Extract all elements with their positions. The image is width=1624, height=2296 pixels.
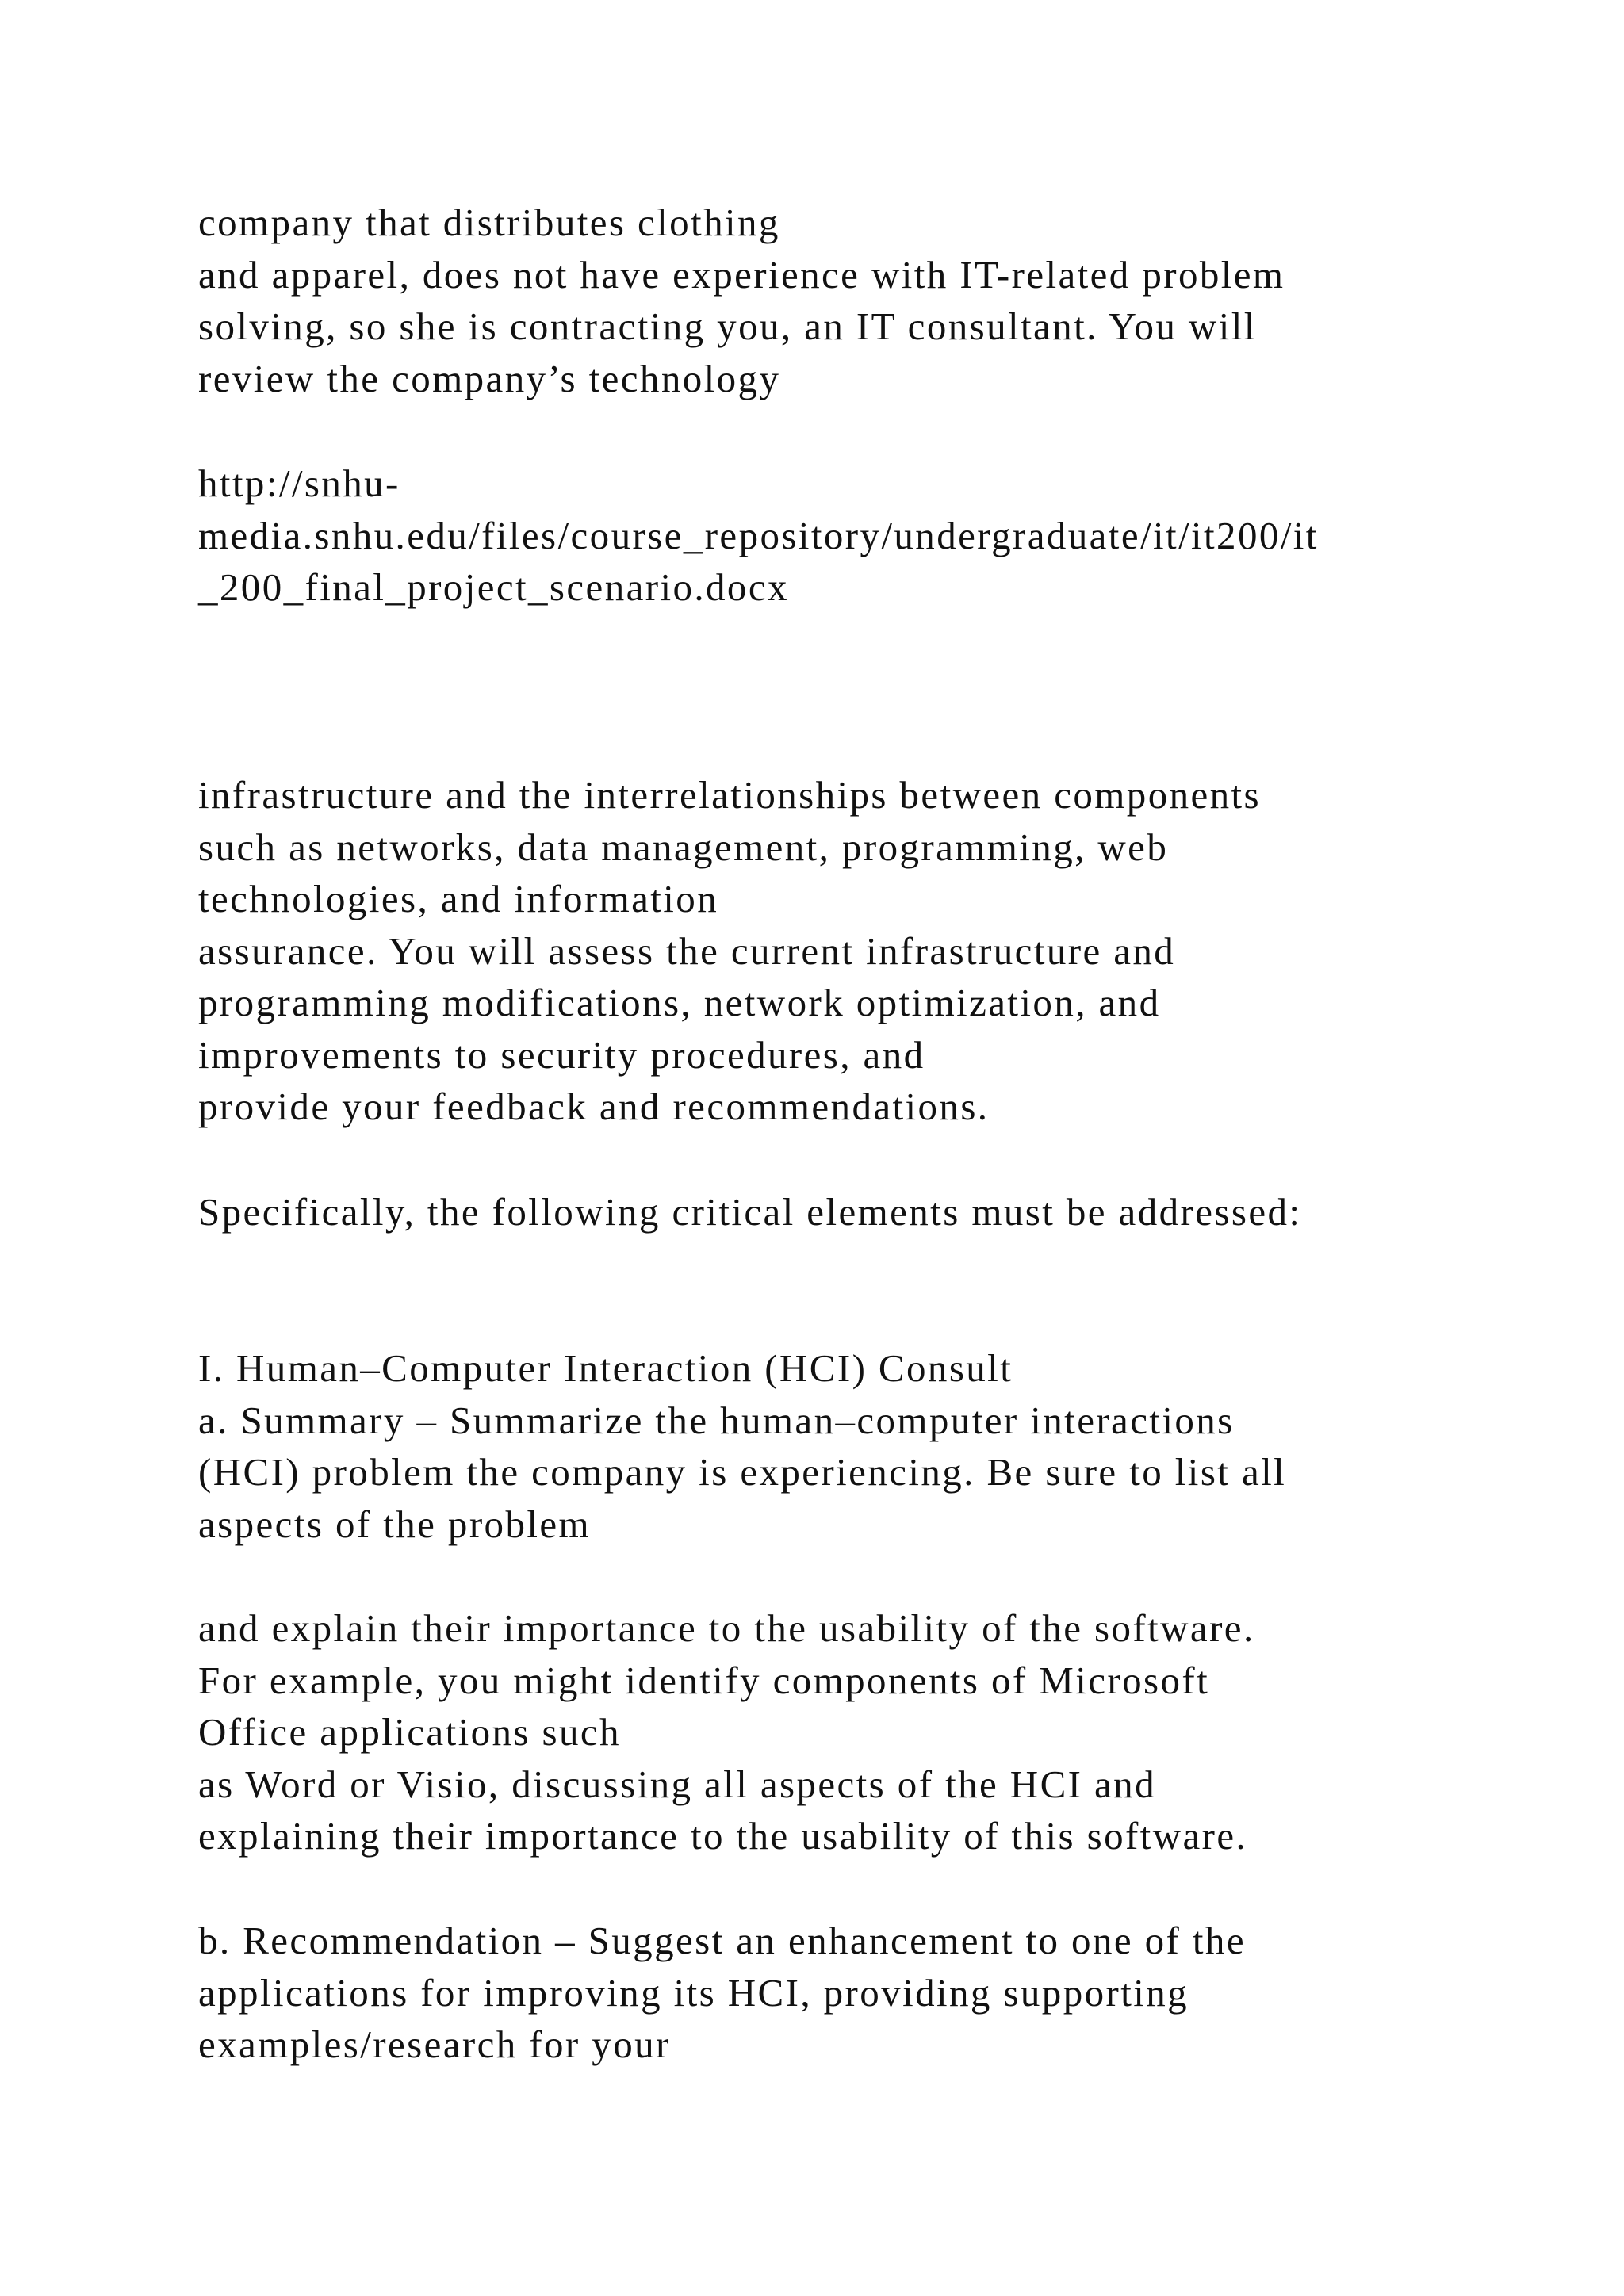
text-line: b. Recommendation – Suggest an enhancement to one of the bbox=[198, 1919, 1246, 1962]
text-line: applications for improving its HCI, providing supporting bbox=[198, 1970, 1189, 2015]
text-line: Office applications such bbox=[198, 1710, 621, 1754]
paragraph-infrastructure bbox=[198, 769, 1546, 1133]
text-line: and explain their importance to the usability of the software. bbox=[198, 1606, 1255, 1650]
text-line: infrastructure and the interrelationships between components bbox=[198, 773, 1262, 817]
paragraph-critical-elements bbox=[198, 1186, 1546, 1238]
text-line: aspects of the problem bbox=[198, 1502, 592, 1546]
url-line: media.snhu.edu/files/course_repository/undergraduate/it/it200/it bbox=[198, 513, 1319, 557]
text-line: company that distributes clothing bbox=[198, 201, 780, 244]
text-line: as Word or Visio, discussing all aspects of the HCI and bbox=[198, 1762, 1156, 1806]
text-line: provide your feedback and recommendations. bbox=[198, 1085, 990, 1128]
text-line: technologies, and information bbox=[198, 877, 719, 920]
url-line: http://snhu- bbox=[198, 461, 400, 505]
text-line: explaining their importance to the usability of this software. bbox=[198, 1814, 1248, 1858]
text-line: programming modifications, network optimization, and bbox=[198, 981, 1161, 1024]
section-hci-consult bbox=[198, 1342, 1546, 1550]
text-line: For example, you might identify components of Microsoft bbox=[198, 1658, 1210, 1702]
text-line: (HCI) problem the company is experiencing. Be sure to list all bbox=[198, 1450, 1287, 1494]
text-line: assurance. You will assess the current infrastructure and bbox=[198, 928, 1176, 973]
url-line: _200_final_project_scenario.docx bbox=[198, 565, 789, 609]
text-line: solving, so she is contracting you, an IT consultant. You will bbox=[198, 304, 1257, 348]
text-line: examples/research for your bbox=[198, 2022, 671, 2066]
text-line: review the company’s technology bbox=[198, 356, 781, 400]
section-heading: I. Human–Computer Interaction (HCI) Consult bbox=[198, 1346, 1013, 1390]
paragraph-url bbox=[198, 457, 1546, 614]
paragraph-usability bbox=[198, 1602, 1546, 1862]
text-line: such as networks, data management, programming, web bbox=[198, 825, 1169, 869]
text-line: Specifically, the following critical elements must be addressed: bbox=[198, 1190, 1302, 1234]
text-line: and apparel, does not have experience with IT-related problem bbox=[198, 252, 1285, 297]
paragraph-intro bbox=[198, 197, 1546, 404]
text-line: a. Summary – Summarize the human–computer interactions bbox=[198, 1398, 1235, 1442]
text-line: improvements to security procedures, and bbox=[198, 1032, 925, 1077]
paragraph-recommendation bbox=[198, 1915, 1546, 2071]
